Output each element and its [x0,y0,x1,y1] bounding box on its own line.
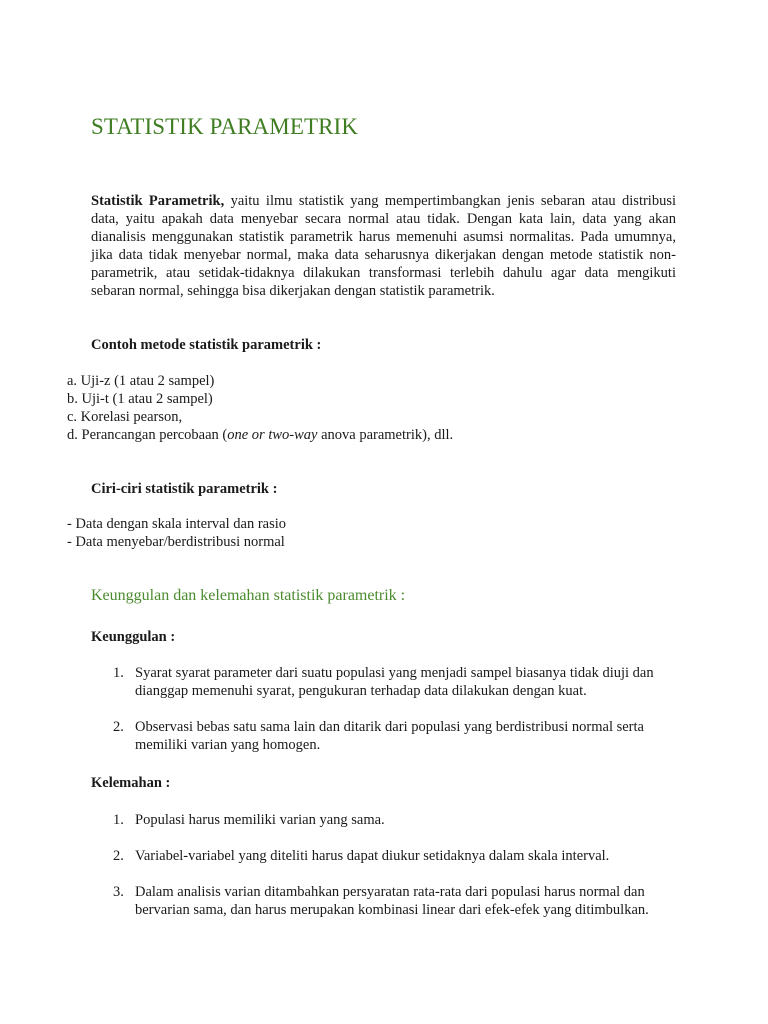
method-item: c. Korelasi pearson, [67,409,183,425]
method-item-d-italic: one or two-way [227,427,318,443]
characteristics-list [67,515,286,551]
advantage-item [113,664,683,700]
advantages-heading: Keunggulan : [91,629,176,645]
method-item [67,426,453,444]
characteristic-item: - Data dengan skala interval dan rasio [67,516,287,532]
intro-paragraph [91,192,676,300]
methods-list [67,372,453,444]
intro-text: yaitu ilmu statistik yang mempertimbangkan jenis sebaran atau distribusi data, yaitu apakah data menyebar secara normal atau tidak. Dengan kata lain, data yang akan dianalisis menggunakan statistik parametrik harus memenuhi asumsi normalitas. Pada umumnya, jika data tidak menyebar normal, maka data seharusnya dikerjakan dengan metode statistik non-parametrik, atau setidak-tidaknya dilakukan transformasi terlebih dahulu agar data mengikuti sebaran normal, sehingga bisa dikerjakan dengan statistik parametrik. [91,193,677,299]
methods-heading: Contoh metode statistik parametrik : [91,337,322,353]
disadvantages-heading: Kelemahan : [91,775,171,791]
characteristics-heading: Ciri-ciri statistik parametrik : [91,481,278,497]
item-text: Variabel-variabel yang diteliti harus dapat diukur setidaknya dalam skala interval. [135,848,610,864]
method-item-d-prefix: d. Perancangan percobaan ( [67,427,228,443]
advantage-item [113,718,683,754]
disadvantage-item [113,883,683,919]
item-text: Dalam analisis varian ditambahkan persyaratan rata-rata dari populasi harus normal dan bervarian sama, dan harus merupakan kombinasi linear dari efek-efek yang ditimbulkan. [135,884,649,918]
method-item: a. Uji-z (1 atau 2 sampel) [67,373,215,389]
method-item-d-suffix: anova parametrik), dll. [317,427,454,443]
item-text: Syarat syarat parameter dari suatu populasi yang menjadi sampel biasanya tidak diuji dan dianggap memenuhi syarat, pengukuran terhadap data dilakukan dengan kuat. [135,665,654,699]
item-number: 1. [113,812,124,828]
item-number: 3. [113,884,124,900]
pros-cons-heading: Keunggulan dan kelemahan statistik parametrik : [91,587,406,604]
characteristic-item: - Data menyebar/berdistribusi normal [67,534,285,550]
item-text: Observasi bebas satu sama lain dan ditarik dari populasi yang berdistribusi normal serta memiliki varian yang homogen. [135,719,644,753]
item-number: 2. [113,719,124,735]
item-number: 1. [113,665,124,681]
disadvantage-item [113,847,683,865]
disadvantage-item [113,811,683,829]
item-text: Populasi harus memiliki varian yang sama. [135,812,385,828]
method-item: b. Uji-t (1 atau 2 sampel) [67,391,213,407]
document-title: STATISTIK PARAMETRIK [91,114,359,139]
item-number: 2. [113,848,124,864]
intro-term: Statistik Parametrik, [91,193,225,209]
